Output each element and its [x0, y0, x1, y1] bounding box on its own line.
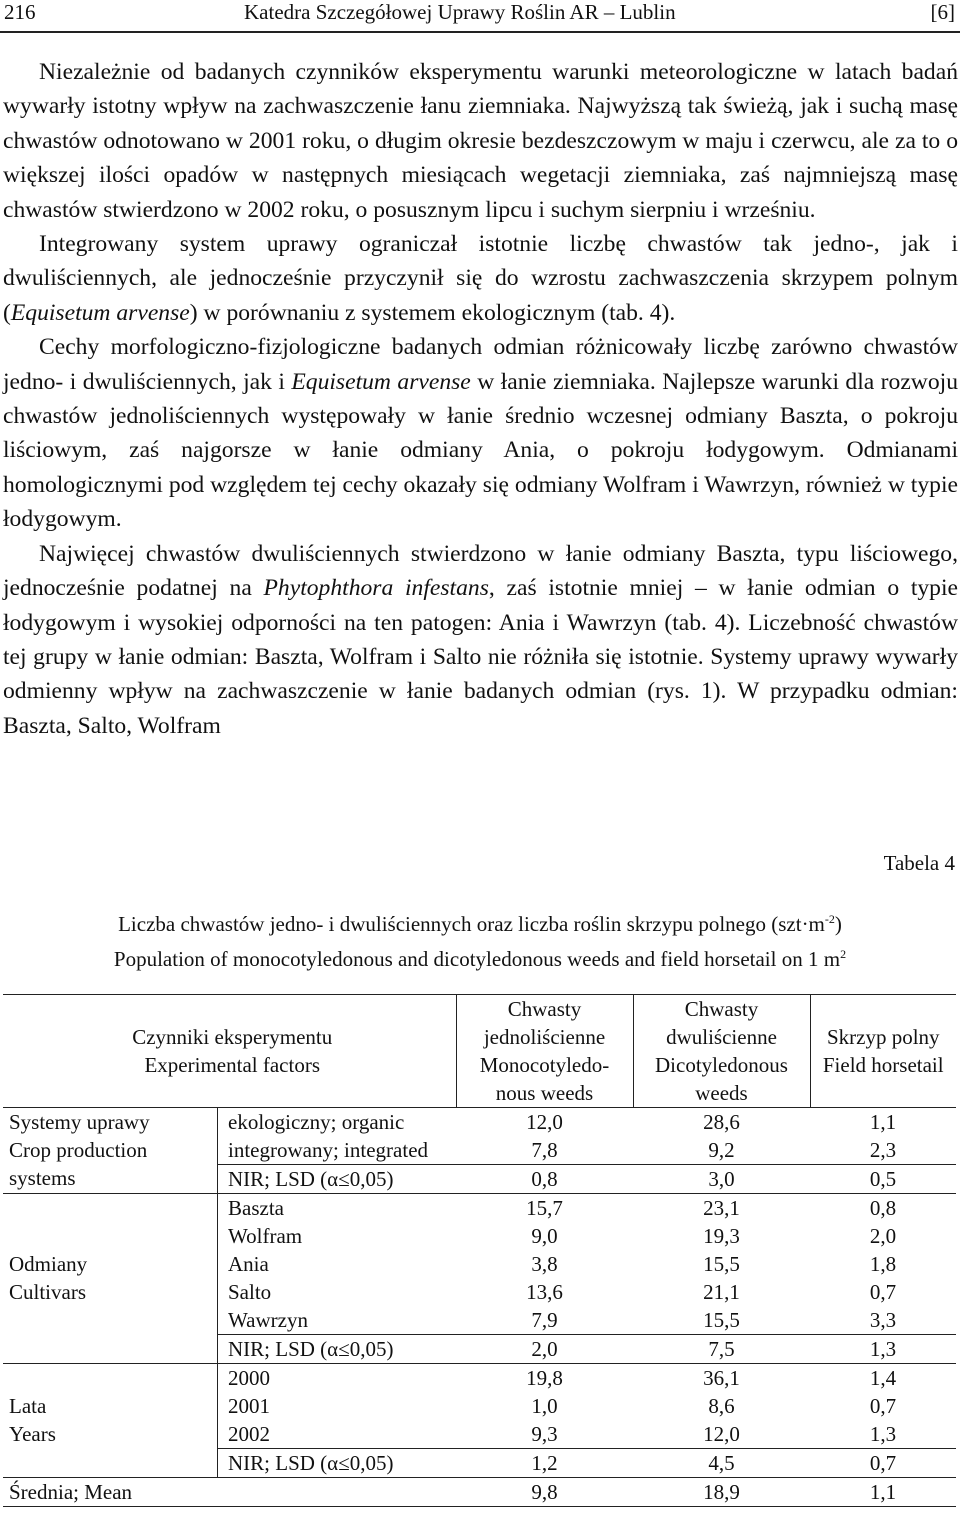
cell-line: Odmiany [9, 1252, 88, 1276]
mean-label: Średnia; Mean [3, 1478, 456, 1507]
cell-line: weeds [695, 1081, 748, 1105]
cell-line: Dicotyledonous [655, 1053, 788, 1077]
cell-line: Chwasty [507, 997, 582, 1021]
dicot-cell: 36,1 [633, 1364, 810, 1393]
lsd-monocot: 0,8 [456, 1165, 633, 1194]
species-name: Phytophthora infestans [263, 575, 489, 602]
monocot-cell: 9,0 [531, 1224, 558, 1248]
cell-line: Experimental factors [144, 1053, 320, 1077]
lsd-monocot: 1,2 [456, 1449, 633, 1478]
cell-line: Cultivars [9, 1280, 86, 1304]
monocot-cell: 13,6 [526, 1280, 563, 1304]
lsd-dicot: 7,5 [633, 1335, 810, 1364]
cell-line: Lata [9, 1394, 47, 1418]
page-number: 216 [4, 0, 36, 24]
mean-horsetail: 1,1 [810, 1478, 956, 1507]
mean-row [3, 1478, 956, 1507]
cell-line: Skrzyp polny [826, 1025, 940, 1049]
species-name: Equisetum arvense [10, 299, 190, 326]
table-header-row [3, 995, 956, 1108]
factor-cell: integrowany; integrated [218, 1136, 457, 1165]
group-label [3, 1364, 218, 1478]
monocot-cell: 7,9 [531, 1308, 558, 1332]
caption-polish: Liczba chwastów jedno- i dwuliściennych oraz liczba roślin skrzypu polnego $(szt\cdot m^{-2})$ [118, 912, 842, 936]
factor-cell: Wawrzyn [218, 1306, 457, 1335]
header-factors [3, 995, 456, 1108]
dicot-cell: 9,2 [708, 1138, 735, 1162]
factor-cell: 2002 [218, 1420, 457, 1449]
dicot-cell: 19,3 [703, 1224, 740, 1248]
lsd-label: NIR; LSD (α≤0,05) [218, 1165, 457, 1194]
paragraph-text: ) w porównaniu z systemem ekologicznym (tab. 4). [189, 299, 676, 326]
factor-cell: Baszta [218, 1194, 457, 1223]
paragraph-text: , zaś istotnie mniej – w łanie odmian o typie łodygowym i wysokiej odporności na ten patogen: Ania i Wawrzyn (tab. 4). Liczebność chwastów tej grupy w łanie odmian: Baszta, Wolfram i Salto nie różniła się istotnie. Systemy uprawy wywarły odmienny wpływ na zachwaszczenie w łanie badanych odmian (rys. 1). W przypadku odmian: Baszta, Salto, Wolfram [3, 575, 959, 739]
body-text [3, 55, 958, 743]
horsetail-cell: 1,4 [810, 1364, 956, 1393]
lsd-monocot: 2,0 [456, 1335, 633, 1364]
cell-line: Years [9, 1422, 56, 1446]
group-label [3, 1108, 218, 1194]
table-row [3, 1364, 956, 1393]
group-label [3, 1194, 218, 1364]
header-rule [0, 31, 960, 33]
running-header [0, 0, 960, 30]
paragraph [3, 55, 958, 227]
lsd-horsetail: 1,3 [810, 1335, 956, 1364]
paragraph-text: Najwięcej chwastów dwuliściennych stwierdzono w łanie odmiany Baszta, typu liściowego, jednocześnie podatnej na [3, 540, 958, 602]
mean-dicot: 18,9 [633, 1478, 810, 1507]
table-label: Tabela 4 [883, 851, 955, 875]
weeds-table [3, 994, 956, 1507]
header-monocot [456, 995, 633, 1108]
cell-line: Monocotyledo- [479, 1053, 610, 1077]
table-row [3, 1108, 956, 1137]
dicot-cell: 23,1 [633, 1194, 810, 1223]
cell-line: dwuliścienne [666, 1025, 777, 1049]
header-horsetail [810, 995, 956, 1108]
lsd-label: NIR; LSD (α≤0,05) [218, 1449, 457, 1478]
table-row [3, 1194, 956, 1223]
cell-line: Field horsetail [822, 1053, 944, 1077]
factor-cell: Salto [218, 1278, 457, 1306]
monocot-cell: 19,8 [456, 1364, 633, 1393]
dicot-cell: 12,0 [703, 1422, 740, 1446]
dicot-cell: 21,1 [703, 1280, 740, 1304]
factor-cell: Wolfram [218, 1222, 457, 1250]
factor-cell: 2001 [218, 1392, 457, 1420]
factor-cell: Ania [218, 1250, 457, 1278]
cell-line: nous weeds [495, 1081, 594, 1105]
lsd-dicot: 4,5 [633, 1449, 810, 1478]
cell-line: jednoliścienne [483, 1025, 606, 1049]
horsetail-cell: 0,8 [810, 1194, 956, 1223]
table-caption [0, 904, 960, 974]
monocot-cell: 7,8 [531, 1138, 558, 1162]
paragraph [3, 227, 958, 330]
horsetail-cell: 1,1 [869, 1110, 897, 1134]
header-dicot [633, 995, 810, 1108]
lsd-horsetail: 0,7 [810, 1449, 956, 1478]
horsetail-cell: 1,3 [869, 1422, 897, 1446]
cell-line: Chwasty [684, 997, 759, 1021]
horsetail-cell: 0,7 [869, 1280, 897, 1304]
paragraph [3, 330, 958, 536]
horsetail-cell: 3,3 [869, 1308, 897, 1332]
factor-cell: 2000 [218, 1364, 457, 1393]
paragraph [3, 537, 958, 743]
dicot-cell: 15,5 [703, 1308, 740, 1332]
dicot-cell: 28,6 [703, 1110, 740, 1134]
cell-line: Systemy uprawy [9, 1110, 150, 1134]
paragraph-text: w łanie ziemniaka. Najlepsze warunki dla rozwoju chwastów jednoliściennych występowały w łanie średnio wczesnej odmiany Baszta, o pokroju liściowym, zaś najgorsze w łanie odmiany Ania, o pokroju łodygowym. Odmianami homologicznymi pod względem tej cechy okazały się odmiany Wolfram i Wawrzyn, również w typie łodygowym. [3, 368, 958, 533]
monocot-cell: 15,7 [456, 1194, 633, 1223]
monocot-cell: 1,0 [531, 1394, 558, 1418]
horsetail-cell: 1,8 [869, 1252, 897, 1276]
paragraph-text: Integrowany system uprawy ograniczał istotnie liczbę chwastów tak jedno-, jak i dwuliściennych, ale jednocześnie przyczynił się do wzrostu zachwaszczenia skrzypem polnym ( [3, 231, 958, 326]
dicot-cell: 15,5 [703, 1252, 740, 1276]
horsetail-cell: 0,7 [869, 1394, 897, 1418]
cell-line: Czynniki eksperymentu [132, 1025, 333, 1049]
monocot-cell: 12,0 [526, 1110, 563, 1134]
horsetail-cell: 2,3 [869, 1138, 897, 1162]
lsd-label: NIR; LSD (α≤0,05) [218, 1335, 457, 1364]
cell-line: Crop production [9, 1138, 148, 1162]
dicot-cell: 8,6 [708, 1394, 735, 1418]
journal-title: Katedra Szczegółowej Uprawy Roślin AR – Lublin [244, 0, 676, 24]
species-name: Equisetum arvense [291, 368, 471, 395]
mean-monocot: 9,8 [456, 1478, 633, 1507]
factor-cell: ekologiczny; organic [218, 1108, 457, 1137]
horsetail-cell: 2,0 [869, 1224, 897, 1248]
lsd-dicot: 3,0 [633, 1165, 810, 1194]
monocot-cell: 3,8 [531, 1252, 558, 1276]
cell-line: systems [9, 1166, 76, 1190]
caption-english: Population of monocotyledonous and dicotyledonous weeds and field horsetail on 1 $m^2$ [113, 947, 847, 971]
lsd-horsetail: 0,5 [810, 1165, 956, 1194]
paragraph-text: Niezależnie od badanych czynników eksperymentu warunki meteorologiczne w latach badań wywarły istotny wpływ na zachwaszczenie łanu ziemniaka. Najwyższą tak świeżą, jak i suchą masę chwastów odnotowano w 2001 roku, o długim okresie bezdeszczowym w maju i czerwcu, ale za to o większej ilości opadów w następnych miesiącach wegetacji ziemniaka, zaś najmniejszą masę chwastów stwierdzono w 2002 roku, o posusznym lipcu i suchym sierpniu i wrześniu. [3, 59, 958, 223]
monocot-cell: 9,3 [531, 1422, 558, 1446]
paragraph-text: Cechy morfologiczno-fizjologiczne badanych odmian różnicowały liczbę zarówno chwastów jedno- i dwuliściennych, jak i [3, 334, 958, 395]
issue-number: [6] [930, 0, 955, 24]
